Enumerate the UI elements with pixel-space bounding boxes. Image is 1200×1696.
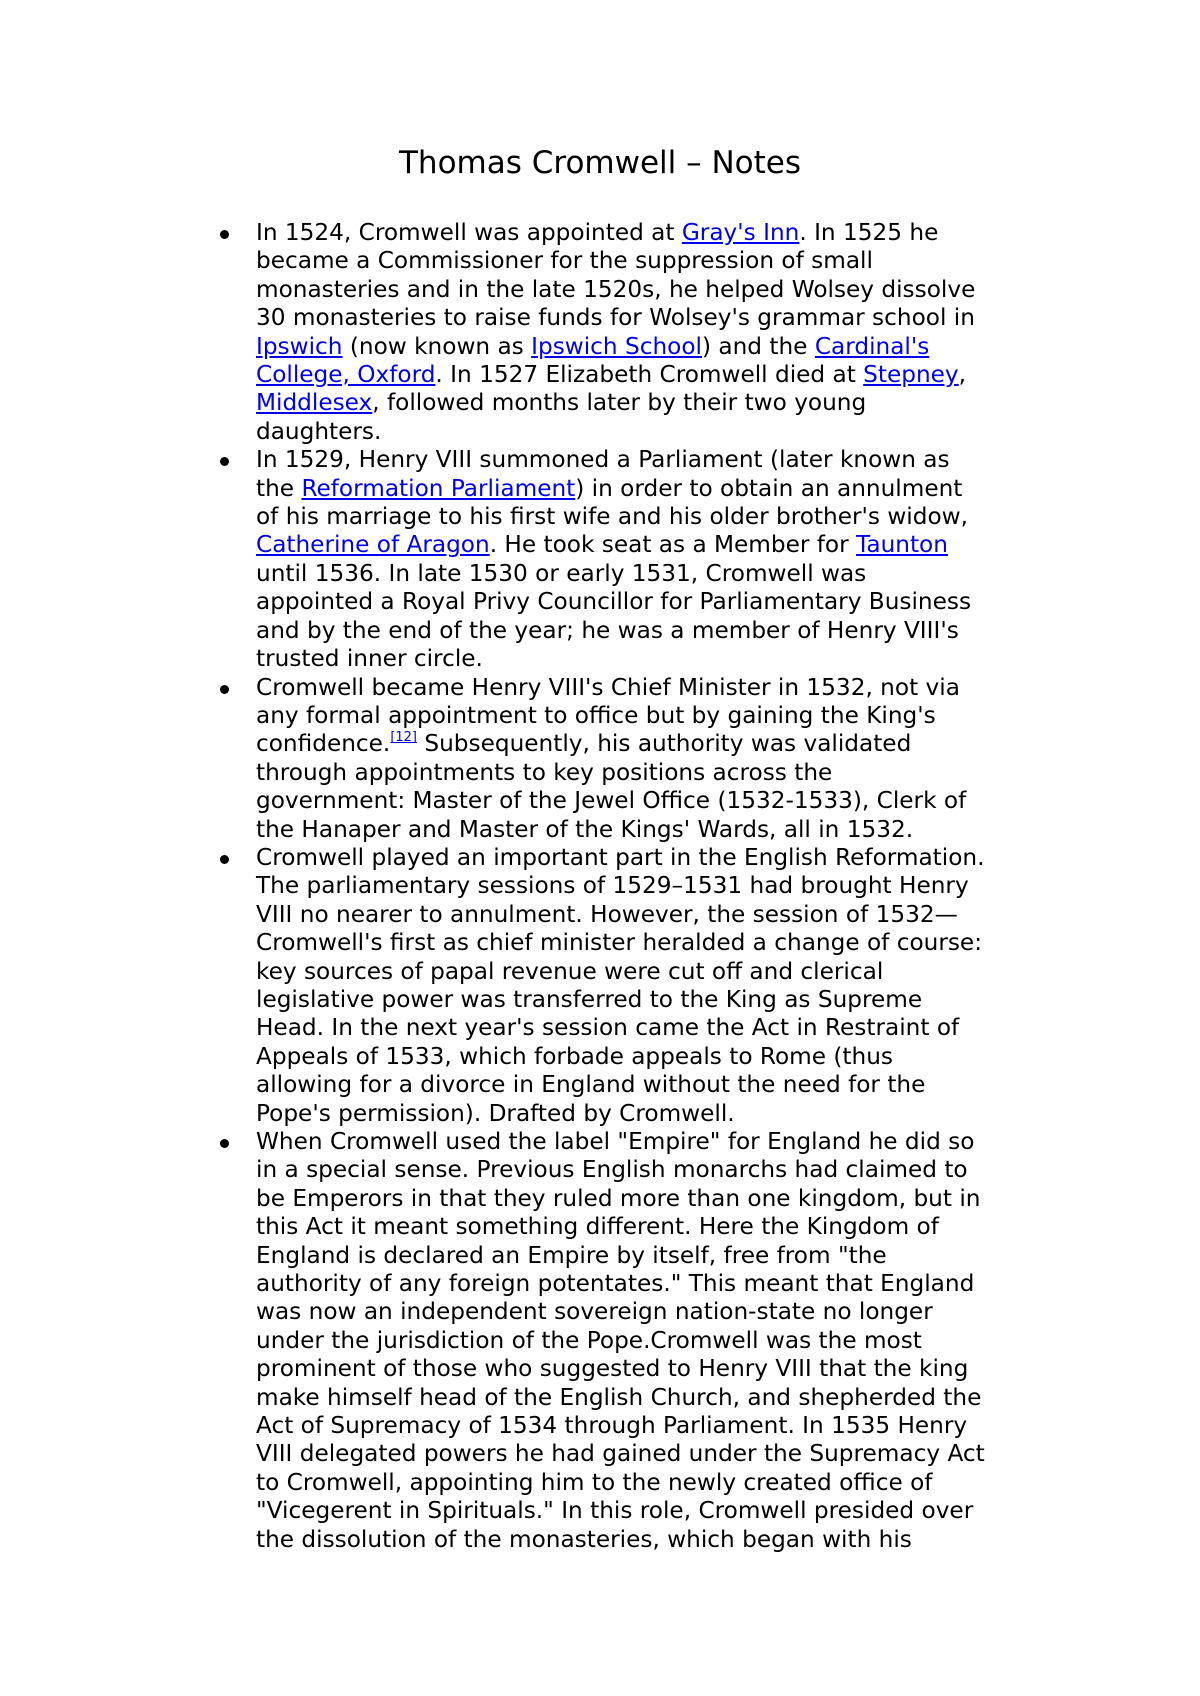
text-line xyxy=(256,418,1026,446)
text-segment: Cromwell became Henry VIII's Chief Minister in 1532, not via xyxy=(256,673,960,701)
text-line xyxy=(256,872,1026,900)
text-segment: Subsequently, his authority was validated xyxy=(417,730,912,758)
text-segment: was now an independent sovereign nation-state no longer xyxy=(256,1298,933,1326)
text-line xyxy=(256,219,1026,247)
text-line xyxy=(256,986,1026,1014)
bullet-icon xyxy=(220,230,229,239)
text-line xyxy=(256,1128,1026,1156)
text-segment: the dissolution of the monasteries, which began with his xyxy=(256,1525,912,1553)
text-segment: Act of Supremacy of 1534 through Parliament. In 1535 Henry xyxy=(256,1412,968,1440)
text-segment: ) in order to obtain an annulment xyxy=(575,474,963,502)
text-line xyxy=(256,1469,1026,1497)
bullet-icon xyxy=(220,685,229,694)
list-item xyxy=(256,674,1026,844)
wiki-link[interactable]: Stepney xyxy=(863,361,959,389)
text-segment: became a Commissioner for the suppression of small xyxy=(256,247,873,275)
text-segment: the Hanaper and Master of the Kings' Wards, all in 1532. xyxy=(256,815,914,843)
text-segment: Cromwell played an important part in the English Reformation. xyxy=(256,843,985,871)
text-segment: , followed months later by their two young xyxy=(372,389,867,417)
text-segment: 30 monasteries to raise funds for Wolsey's grammar school in xyxy=(256,304,975,332)
text-line xyxy=(256,929,1026,957)
text-segment: VIII no nearer to annulment. However, the session of 1532— xyxy=(256,900,958,928)
text-line xyxy=(256,1071,1026,1099)
text-segment: to Cromwell, appointing him to the newly created office of xyxy=(256,1468,933,1496)
text-segment: daughters. xyxy=(256,417,382,445)
text-line xyxy=(256,759,1026,787)
text-line xyxy=(256,1156,1026,1184)
text-segment: confidence. xyxy=(256,730,391,758)
text-line xyxy=(256,276,1026,304)
text-line xyxy=(256,901,1026,929)
text-line xyxy=(256,1270,1026,1298)
text-segment: allowing for a divorce in England without the need for the xyxy=(256,1071,926,1099)
text-segment: The parliamentary sessions of 1529–1531 had brought Henry xyxy=(256,872,969,900)
text-segment: ) and the xyxy=(701,332,815,360)
text-line xyxy=(256,389,1026,417)
text-line xyxy=(256,560,1026,588)
text-line xyxy=(256,1100,1026,1128)
text-line xyxy=(256,1412,1026,1440)
text-segment: under the jurisdiction of the Pope.Cromwell was the most xyxy=(256,1326,922,1354)
text-segment: in a special sense. Previous English monarchs had claimed to xyxy=(256,1156,968,1184)
wiki-link[interactable]: Taunton xyxy=(856,531,948,559)
text-segment: Cromwell's first as chief minister heralded a change of course: xyxy=(256,929,983,957)
text-line xyxy=(256,730,1026,758)
bullet-icon xyxy=(220,855,229,864)
text-line xyxy=(256,674,1026,702)
text-segment: , xyxy=(958,361,967,389)
wiki-link[interactable]: Catherine of Aragon xyxy=(256,531,490,559)
text-segment: In 1529, Henry VIII summoned a Parliament (later known as xyxy=(256,446,950,474)
text-line xyxy=(256,1440,1026,1468)
text-line xyxy=(256,247,1026,275)
text-segment: through appointments to key positions across the xyxy=(256,758,833,786)
list-item xyxy=(256,446,1026,673)
text-line xyxy=(256,645,1026,673)
text-segment: (now known as xyxy=(342,332,532,360)
text-line xyxy=(256,958,1026,986)
text-segment: appointed a Royal Privy Councillor for Parliamentary Business xyxy=(256,588,972,616)
text-line xyxy=(256,702,1026,730)
text-segment: . In 1527 Elizabeth Cromwell died at xyxy=(435,361,864,389)
wiki-link[interactable]: Reformation Parliament xyxy=(301,474,576,502)
text-segment: "Vicegerent in Spirituals." In this role, Cromwell presided over xyxy=(256,1497,974,1525)
text-segment: prominent of those who suggested to Henry VIII that the king xyxy=(256,1355,969,1383)
text-line xyxy=(256,787,1026,815)
text-line xyxy=(256,1355,1026,1383)
wiki-link[interactable]: Ipswich School xyxy=(531,332,702,360)
text-segment: and by the end of the year; he was a member of Henry VIII's xyxy=(256,616,959,644)
text-segment: trusted inner circle. xyxy=(256,645,483,673)
wiki-link[interactable]: Middlesex xyxy=(256,389,373,417)
wiki-link[interactable]: Ipswich xyxy=(256,332,343,360)
page-title: Thomas Cromwell – Notes xyxy=(398,145,802,181)
text-line xyxy=(256,617,1026,645)
notes-list xyxy=(256,219,1026,1554)
text-line xyxy=(256,475,1026,503)
text-segment: until 1536. In late 1530 or early 1531, Cromwell was xyxy=(256,559,867,587)
text-segment: In 1524, Cromwell was appointed at xyxy=(256,219,682,246)
text-segment: Appeals of 1533, which forbade appeals to Rome (thus xyxy=(256,1042,893,1070)
text-line xyxy=(256,1327,1026,1355)
text-line xyxy=(256,588,1026,616)
text-line xyxy=(256,1384,1026,1412)
text-segment: Head. In the next year's session came the Act in Restraint of xyxy=(256,1014,960,1042)
text-line xyxy=(256,531,1026,559)
text-line xyxy=(256,816,1026,844)
text-line xyxy=(256,304,1026,332)
list-item xyxy=(256,844,1026,1128)
text-segment: legislative power was transferred to the King as Supreme xyxy=(256,985,923,1013)
text-line xyxy=(256,1526,1026,1554)
text-segment: government: Master of the Jewel Office (1532-1533), Clerk of xyxy=(256,787,967,815)
text-line xyxy=(256,361,1026,389)
text-segment: . In 1525 he xyxy=(799,219,939,246)
text-segment: authority of any foreign potentates." This meant that England xyxy=(256,1270,975,1298)
text-line xyxy=(256,1043,1026,1071)
wiki-link[interactable]: College, Oxford xyxy=(256,361,436,389)
list-item xyxy=(256,1128,1026,1554)
text-segment: VIII delegated powers he had gained under the Supremacy Act xyxy=(256,1440,985,1468)
text-segment: this Act it meant something different. Here the Kingdom of xyxy=(256,1213,939,1241)
text-segment: Pope's permission). Drafted by Cromwell. xyxy=(256,1099,735,1127)
text-segment: key sources of papal revenue were cut off and clerical xyxy=(256,957,884,985)
list-item xyxy=(256,219,1026,446)
text-segment: make himself head of the English Church, and shepherded the xyxy=(256,1383,982,1411)
text-segment: the xyxy=(256,474,302,502)
text-segment: be Emperors in that they ruled more than one kingdom, but in xyxy=(256,1184,981,1212)
text-line xyxy=(256,844,1026,872)
text-line xyxy=(256,1497,1026,1525)
wiki-link[interactable]: Gray's Inn xyxy=(681,219,800,246)
text-segment: England is declared an Empire by itself, free from "the xyxy=(256,1241,887,1269)
wiki-link[interactable]: Cardinal's xyxy=(814,332,930,360)
text-line xyxy=(256,446,1026,474)
text-segment: . He took seat as a Member for xyxy=(489,531,857,559)
text-line xyxy=(256,1014,1026,1042)
text-line xyxy=(256,1185,1026,1213)
text-line xyxy=(256,1213,1026,1241)
text-segment: monasteries and in the late 1520s, he helped Wolsey dissolve xyxy=(256,275,976,303)
text-line xyxy=(256,1298,1026,1326)
text-line xyxy=(256,1242,1026,1270)
text-line xyxy=(256,503,1026,531)
text-segment: When Cromwell used the label "Empire" for England he did so xyxy=(256,1128,975,1155)
bullet-icon xyxy=(220,1139,229,1148)
text-segment: any formal appointment to office but by gaining the King's xyxy=(256,701,936,729)
text-line xyxy=(256,333,1026,361)
bullet-icon xyxy=(220,457,229,466)
citation-superscript xyxy=(390,730,417,745)
citation-link[interactable]: [12] xyxy=(390,730,417,746)
text-segment: of his marriage to his first wife and his older brother's widow, xyxy=(256,503,968,531)
